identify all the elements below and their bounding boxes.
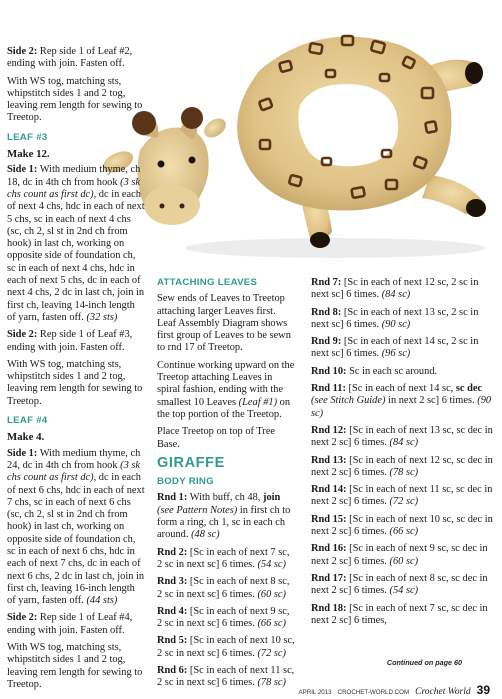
rnd-14: Rnd 14: [Sc in each of next 11 sc, sc dec in next 2 sc] 6 times. (72 sc) — [311, 484, 493, 508]
giraffe-ring-photo — [100, 0, 502, 262]
column-left — [7, 46, 145, 696]
giraffe-leg-right — [422, 175, 486, 217]
giraffe-heading: GIRAFFE — [157, 454, 225, 471]
rnd-2: Rnd 2: [Sc in each of next 7 sc, 2 sc in next sc] 6 times. (54 sc) — [157, 546, 290, 570]
footer-site: CROCHET-WORLD.COM — [337, 689, 410, 696]
rnd-13: Rnd 13: [Sc in each of next 12 sc, sc dec in next 2 sc] 6 times. (78 sc) — [311, 454, 493, 478]
attach-p3: Place Treetop on top of Tree Base. — [157, 426, 276, 450]
attach-p2: Continue working upward on the Treetop attaching Leaves in spiral fashion, ending with the smallest 10 Leaves (Leaf #1) on the top portion of the Treetop. — [157, 359, 295, 420]
attach-p1: Sew ends of Leaves to Treetop attaching larger Leaves first. Leaf Assembly Diagram shows first group of Leaves to be sewn to rnd 17 of Treetop. — [157, 293, 291, 354]
leaf3-whipstitch: With WS tog, matching sts, whipstitch sides 1 and 2 tog, leaving rem length for sewing to Treetop. — [7, 358, 143, 407]
rnd-5: Rnd 5: [Sc in each of next 10 sc, 2 sc in next sc] 6 times. (72 sc) — [157, 635, 295, 659]
leaf2-side2: Side 2: Rep side 1 of Leaf #2, ending with join. Fasten off. — [7, 46, 133, 70]
rnd-18: Rnd 18: [Sc in each of next 7 sc, sc dec in next 2 sc] 6 times, — [311, 602, 488, 626]
rnd-17: Rnd 17: [Sc in each of next 8 sc, sc dec in next 2 sc] 6 times. (54 sc) — [311, 572, 488, 597]
rnd-11: Rnd 11: [Sc in each of next 14 sc, sc dec (see Stitch Guide) in next 2 sc] 6 times. (90 sc) — [311, 383, 492, 419]
rnd-3: Rnd 3: [Sc in each of next 8 sc, 2 sc in next sc] 6 times. (60 sc) — [157, 576, 290, 600]
leaf3-side1: Side 1: With medium thyme, ch 18, dc in 4th ch from hook (3 sk chs count as first dc), dc in each of next 4 chs, hdc in each of next 5 chs, sc in each of next 4 chs (sc, ch 2, sl st in 2nd ch from hook) in last ch, working on opposite side of foundation ch, sc in each of next 4 chs, hdc in each of next 5 chs, dc in each of next 4 chs, 2 dc in last ch, join in first ch, leaving 14-inch length of yarn, fasten off. (32 sts) — [7, 164, 145, 323]
leaf4-side1: Side 1: With medium thyme, ch 24, dc in 4th ch from hook (3 sk chs count as first dc), dc in each of next 6 chs, hdc in each of next 7 chs, sc in each of next 6 chs (sc, ch 2, sl st in 2nd ch from hook) in last ch, working on opposite side of foundation ch, sc in each of next 6 chs, hdc in each of next 7 chs, dc in each of next 6 chs, 2 dc in last ch, join in first ch, leaving 16-inch length of yarn, fasten off. (44 sts) — [7, 447, 145, 607]
body-ring-heading: BODY RING — [157, 476, 214, 488]
attaching-leaves-heading: ATTACHING LEAVES — [157, 277, 258, 288]
rnd-16: Rnd 16: [Sc in each of next 9 sc, sc dec in next 2 sc] 6 times. (60 sc) — [311, 543, 488, 567]
column-right — [311, 277, 497, 632]
leaf3-make: Make 12. — [7, 148, 50, 161]
leaf2-whipstitch: With WS tog, matching sts, whipstitch sides 1 and 2 tog, leaving rem length for sewing to Treetop. — [7, 75, 143, 124]
rnd-6: Rnd 6: [Sc in each of next 11 sc, 2 sc in next sc] 6 times. (78 sc) — [157, 665, 295, 689]
rnd-4: Rnd 4: [Sc in each of next 9 sc, 2 sc in next sc] 6 times. (66 sc) — [157, 605, 290, 630]
rnd-1: Rnd 1: With buff, ch 48, join (see Pattern Notes) in first ch to form a ring, ch 1, sc in each ch around. (48 sc) — [157, 492, 291, 541]
rnd-10: Rnd 10: Sc in each sc around. — [311, 365, 438, 377]
footer-brand: Crochet World — [415, 687, 471, 697]
leaf4-make: Make 4. — [7, 431, 45, 444]
page-footer — [298, 683, 490, 697]
continued-note: Continued on page 60 — [386, 658, 462, 667]
rnd-9: Rnd 9: [Sc in each of next 14 sc, 2 sc in next sc] 6 times. (96 sc) — [311, 336, 479, 360]
column-middle — [157, 277, 297, 695]
footer-issue: APRIL 2013 — [298, 689, 332, 696]
page-number: 39 — [476, 683, 490, 697]
leaf3-side2: Side 2: Rep side 1 of Leaf #3, ending with join. Fasten off. — [7, 329, 133, 353]
leaf4-side2: Side 2: Rep side 1 of Leaf #4, ending with join. Fasten off. — [7, 612, 133, 636]
rnd-12: Rnd 12: [Sc in each of next 13 sc, sc dec in next 2 sc] 6 times. (84 sc) — [311, 424, 493, 449]
rnd-7: Rnd 7: [Sc in each of next 12 sc, 2 sc in next sc] 6 times. (84 sc) — [311, 277, 479, 301]
leaf4-whipstitch: With WS tog, matching sts, whipstitch sides 1 and 2 tog, leaving rem length for sewing to Treetop. — [7, 642, 143, 690]
rnd-8: Rnd 8: [Sc in each of next 13 sc, 2 sc in next sc] 6 times. (90 sc) — [311, 306, 479, 330]
giraffe-body-ring — [237, 37, 451, 211]
leaf4-heading: LEAF #4 — [7, 415, 48, 427]
leaf3-heading: LEAF #3 — [7, 131, 48, 143]
rnd-15: Rnd 15: [Sc in each of next 10 sc, sc dec in next 2 sc] 6 times. (66 sc) — [311, 513, 493, 538]
